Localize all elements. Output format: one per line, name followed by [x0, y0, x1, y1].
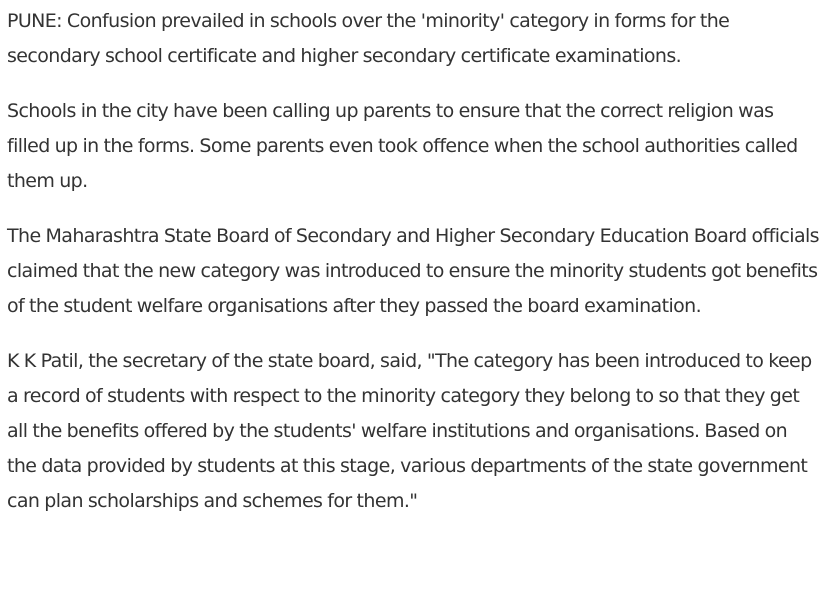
- article-paragraph: PUNE: Confusion prevailed in schools over the 'minority' category in forms for the secondary school certificate and higher secondary certificate examinations.: [7, 10, 730, 67]
- article-paragraph: The Maharashtra State Board of Secondary and Higher Secondary Education Board officials claimed that the new category was introduced to ensure the minority students got benefits of the student welfare organisations after they passed the board examination.: [7, 225, 819, 317]
- article-body: [7, 4, 819, 539]
- article-paragraph: Schools in the city have been calling up parents to ensure that the correct religion was filled up in the forms. Some parents even took offence when the school authorities called them up.: [7, 100, 798, 192]
- article-paragraph: K K Patil, the secretary of the state board, said, "The category has been introduced to keep a record of students with respect to the minority category they belong to so that they get all the benefits offered by the students' welfare institutions and organisations. Based on the data provided by students at this stage, various departments of the state government can plan scholarships and schemes for them.": [7, 350, 812, 512]
